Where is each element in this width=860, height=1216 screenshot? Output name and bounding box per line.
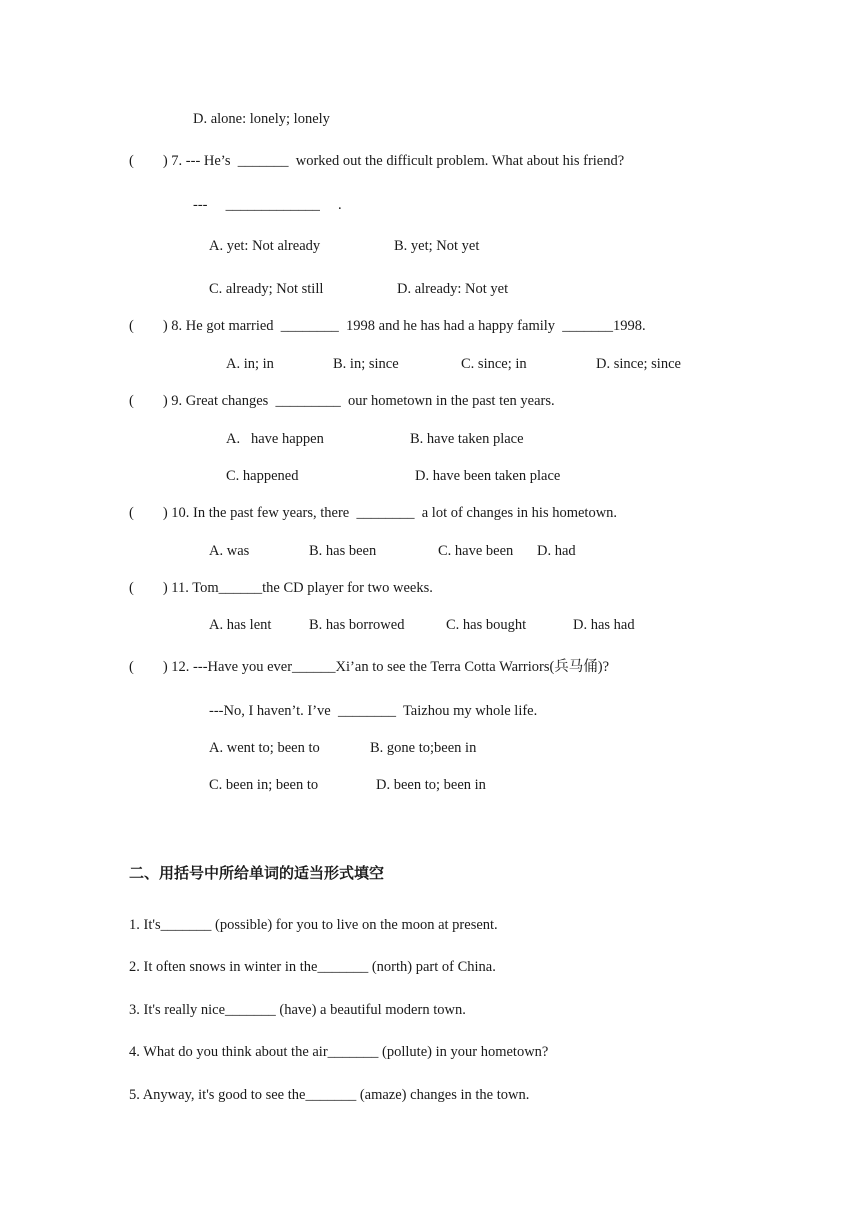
q8-option-c: C. since; in xyxy=(461,356,527,372)
q8-option-a: A. in; in xyxy=(226,356,274,372)
q11-option-d: D. has had xyxy=(573,617,635,633)
q7-option-d: D. already: Not yet xyxy=(397,281,509,297)
q9-option-d: D. have been taken place xyxy=(415,468,561,484)
q8-option-b: B. in; since xyxy=(333,356,399,372)
q9-option-c: C. happened xyxy=(226,468,299,484)
q12-option-a: A. went to; been to xyxy=(209,740,320,756)
q9-option-a: A. have happen xyxy=(226,431,324,447)
q12-option-d: D. been to; been in xyxy=(376,777,486,793)
q7-dialogue-reply: --- _____________ . xyxy=(193,197,342,213)
question-8: ( ) 8. He got married ________ 1998 and he has had a happy family _______1998. xyxy=(129,318,646,334)
q10-option-d: D. had xyxy=(537,543,576,559)
fill-in-item-4: 4. What do you think about the air_______ (pollute) in your hometown? xyxy=(129,1044,549,1060)
section-two-heading: 二、用括号中所给单词的适当形式填空 xyxy=(129,864,385,882)
question-11: ( ) 11. Tom______the CD player for two weeks. xyxy=(129,580,433,596)
fill-in-item-5: 5. Anyway, it's good to see the_______ (amaze) changes in the town. xyxy=(129,1087,530,1103)
fill-in-item-3: 3. It's really nice_______ (have) a beautiful modern town. xyxy=(129,1002,466,1018)
q12-dialogue-reply: ---No, I haven’t. I’ve ________ Taizhou my whole life. xyxy=(209,703,538,719)
question-7: ( ) 7. --- He’s _______ worked out the difficult problem. What about his friend? xyxy=(129,153,625,169)
q8-option-d: D. since; since xyxy=(596,356,681,372)
q11-option-a: A. has lent xyxy=(209,617,272,633)
q7-option-a: A. yet: Not already xyxy=(209,238,321,254)
fill-in-item-2: 2. It often snows in winter in the_______ (north) part of China. xyxy=(129,959,496,975)
question-9: ( ) 9. Great changes _________ our hometown in the past ten years. xyxy=(129,393,555,409)
q10-option-b: B. has been xyxy=(309,543,377,559)
q10-option-c: C. have been xyxy=(438,543,514,559)
q11-option-c: C. has bought xyxy=(446,617,527,633)
question-12: ( ) 12. ---Have you ever______Xi’an to see the Terra Cotta Warriors(兵马俑)? xyxy=(129,659,610,675)
q9-option-b: B. have taken place xyxy=(410,431,524,447)
q11-option-b: B. has borrowed xyxy=(309,617,405,633)
question-10: ( ) 10. In the past few years, there ________ a lot of changes in his hometown. xyxy=(129,505,618,521)
q6-option-d: D. alone: lonely; lonely xyxy=(193,111,330,127)
q12-option-b: B. gone to;been in xyxy=(370,740,477,756)
fill-in-item-1: 1. It's_______ (possible) for you to live on the moon at present. xyxy=(129,917,498,933)
q12-option-c: C. been in; been to xyxy=(209,777,319,793)
q10-option-a: A. was xyxy=(209,543,250,559)
q7-option-b: B. yet; Not yet xyxy=(394,238,480,254)
q7-option-c: C. already; Not still xyxy=(209,281,324,297)
